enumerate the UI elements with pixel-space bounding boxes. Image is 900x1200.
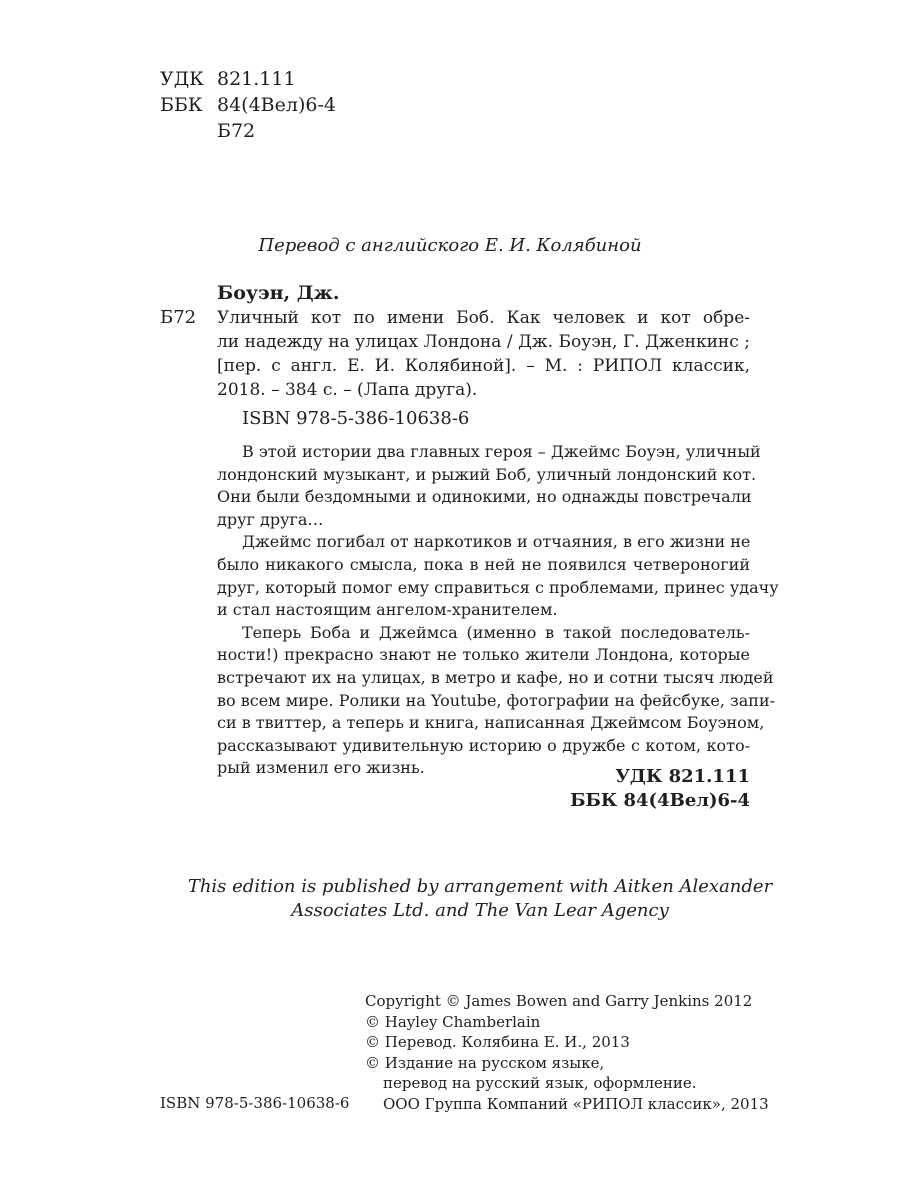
edition-line: Associates Ltd. and The Van Lear Agency (291, 900, 669, 921)
annotation-line: встречают их на улицах, в метро и кафе, но и сотни тысяч людей (217, 667, 774, 687)
bibliographic-description (217, 306, 750, 402)
copyright-line: Copyright © James Bowen and Garry Jenkins 2012 (365, 992, 753, 1010)
annotation-line: друг друга… (217, 509, 324, 529)
annotation-line: друг, который помог ему справиться с проблемами, принес удачу (217, 577, 779, 597)
annotation (217, 441, 779, 780)
udk-value: 821.111 (217, 68, 296, 90)
isbn-main: ISBN 978-5-386-10638-6 (242, 408, 470, 429)
biblio-line: Уличный кот по имени Боб. Как человек и кот обре- (217, 308, 750, 328)
bbk-value: 84(4Вел)6-4 (217, 94, 336, 116)
annotation-line: рый изменил его жизнь. (217, 758, 425, 778)
library-sign: Б72 (160, 307, 197, 328)
udk-label: УДК (160, 68, 204, 90)
author-heading: Боуэн, Дж. (217, 282, 340, 304)
annotation-line: В этой истории два главных героя – Джеймс Боуэн, уличный (242, 442, 761, 461)
udk-code: УДК 821.111 (615, 766, 750, 787)
annotation-line: было никакого смысла, пока в ней не появился четвероногий (217, 554, 750, 574)
isbn-bottom: ISBN 978-5-386-10638-6 (160, 1094, 350, 1112)
copyright-line: © Hayley Chamberlain (365, 1012, 541, 1031)
annotation-line: си в твиттер, а теперь и книга, написанная Джеймсом Боуэном, (217, 713, 765, 733)
biblio-line: ли надежду на улицах Лондона / Дж. Боуэн, Г. Дженкинс ; (217, 332, 750, 352)
edition-line: This edition is published by arrangement with Aitken Alexander (187, 876, 773, 897)
copyright-line: © Перевод. Колябина Е. И., 2013 (365, 1033, 630, 1051)
author-sign: Б72 (217, 120, 256, 142)
annotation-line: лондонский музыкант, и рыжий Боб, уличный лондонский кот. (217, 464, 757, 484)
translator-credit: Перевод с английского Е. И. Колябиной (258, 235, 642, 256)
classification-codes (160, 66, 336, 144)
biblio-line: [пер. с англ. Е. И. Колябиной]. – М. : РИПОЛ классик, (217, 356, 750, 376)
copyright-line: © Издание на русском языке, (365, 1053, 605, 1072)
annotation-line: во всем мире. Ролики на Youtube, фотографии на фейсбуке, запи- (217, 690, 776, 710)
annotation-line: рассказывают удивительную историю о дружбе с котом, кото- (217, 735, 750, 755)
bbk-label: ББК (160, 94, 203, 116)
classification-summary (570, 765, 750, 813)
edition-notice (0, 875, 900, 923)
copyright-block (365, 991, 769, 1114)
annotation-line: Теперь Боба и Джеймса (именно в такой последователь- (242, 622, 750, 642)
bbk-code: ББК 84(4Вел)6-4 (570, 790, 750, 811)
annotation-line: Они были бездомными и одинокими, но однажды повстречали (217, 487, 752, 507)
annotation-line: и стал настоящим ангелом-хранителем. (217, 600, 558, 620)
biblio-line: 2018. – 384 с. – (Лапа друга). (217, 380, 478, 400)
copyright-line: перевод на русский язык, оформление. (383, 1074, 697, 1092)
annotation-line: Джеймс погибал от наркотиков и отчаяния, в его жизни не (242, 532, 751, 552)
annotation-line: ности!) прекрасно знают не только жители Лондона, которые (217, 645, 750, 665)
copyright-line: ООО Группа Компаний «РИПОЛ классик», 2013 (383, 1094, 769, 1113)
